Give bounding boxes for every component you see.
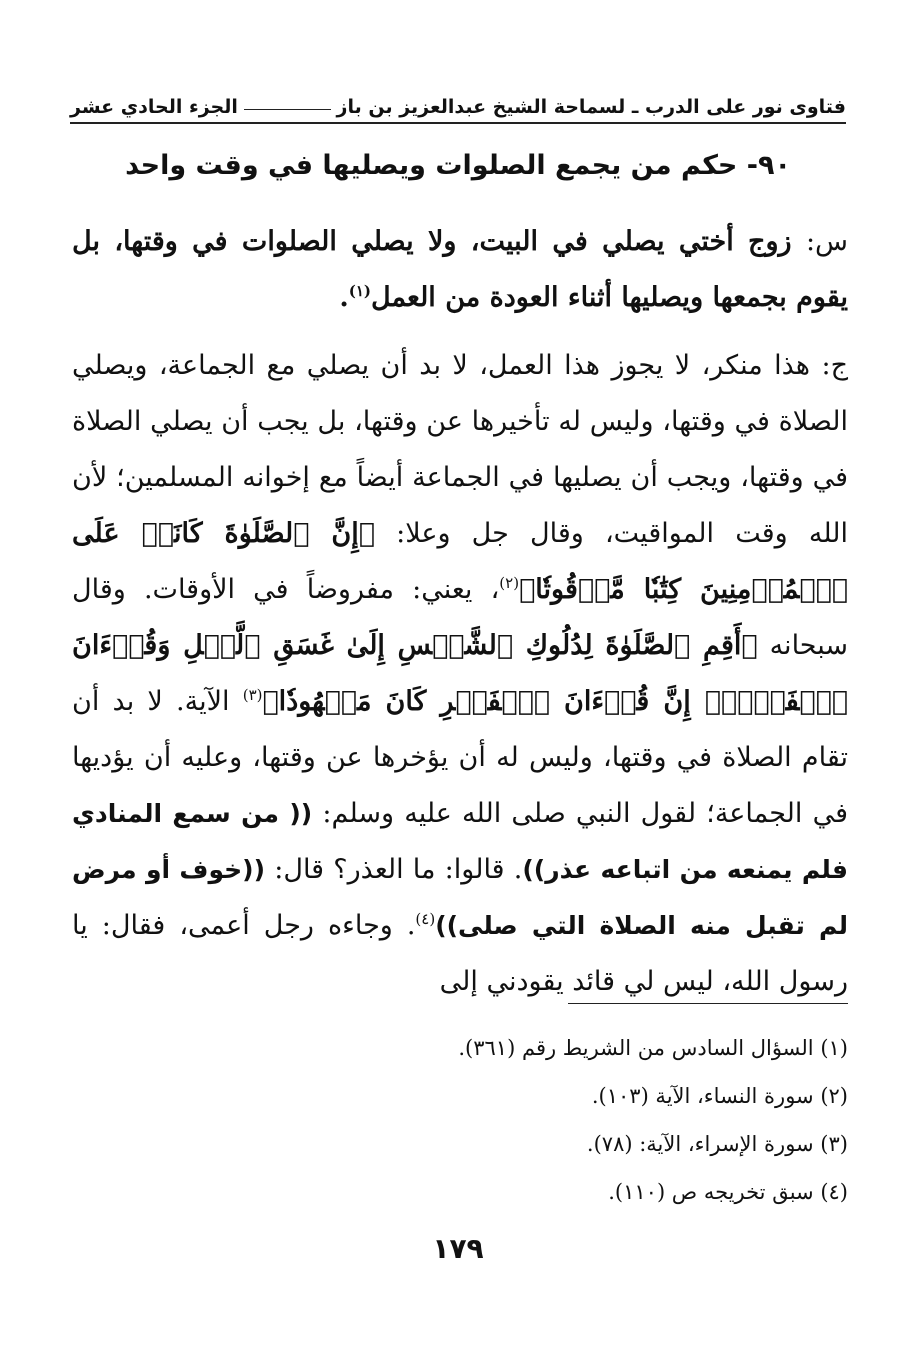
question-paragraph [72, 214, 848, 326]
question-label: س: [805, 226, 848, 257]
hadith-quote-2: ((خوف أو مرض لم تقبل منه الصلاة التي صلى)) [72, 855, 849, 940]
answer-text-4: . قالوا: ما العذر؟ قال: [274, 854, 523, 885]
fatwa-body [72, 214, 848, 1022]
footnote-2: (٢) سورة النساء، الآية (١٠٣). [591, 1084, 848, 1108]
page-number: ١٧٩ [432, 1232, 484, 1265]
answer-label: ج: [821, 350, 848, 381]
footnote-1: (١) السؤال السادس من الشريط رقم (٣٦١). [458, 1036, 848, 1060]
answer-text-3: الآية. لا بد أن تقام الصلاة في وقتها، وليس له أن يؤخرها عن وقتها، وعليه أن يؤديها في الجماعة؛ لقول النبي صلى الله عليه وسلم: [72, 686, 848, 829]
footnotes [70, 1024, 848, 1216]
fatwa-title: ٩٠- حكم من يجمع الصلوات ويصليها في وقت واحد [125, 150, 791, 181]
hadith-quote-1: (( من سمع المنادي فلم يمنعه من اتباعه عذر)) [72, 799, 849, 884]
header-volume: الجزء الحادي عشر [70, 96, 238, 118]
header-separator [244, 109, 331, 110]
answer-text-2: ، يعني: مفروضاً في الأوقات. وقال سبحانه [72, 574, 848, 661]
quran-verse-1: ﴿إِنَّ ٱلصَّلَوٰةَ كَانَتۡ عَلَى ٱلۡمُؤۡمِنِينَ كِتَٰبٗا مَّوۡقُوتٗا﴾ [72, 518, 848, 605]
footnote-ref-1: (١) [348, 282, 371, 300]
footnote-ref-2: (٢) [499, 574, 520, 592]
answer-paragraph [72, 338, 848, 1010]
footnote-ref-4: (٤) [415, 910, 436, 928]
quran-verse-2: ﴿أَقِمِ ٱلصَّلَوٰةَ لِدُلُوكِ ٱلشَّمۡسِ إِلَىٰ غَسَقِ ٱلَّيۡلِ وَقُرۡءَانَ ٱلۡفَجۡرِۖ إِنَّ قُرۡءَانَ ٱلۡفَجۡرِ كَانَ مَشۡهُودٗا﴾ [72, 630, 848, 717]
running-header [70, 78, 846, 124]
footnote-ref-3: (٣) [242, 686, 263, 704]
answer-text-5: . وجاءه رجل أعمى، فقال: يا رسول الله، ليس لي قائد يقودني إلى [72, 910, 848, 997]
answer-text-1: هذا منكر، لا يجوز هذا العمل، لا بد أن يصلي مع الجماعة، ويصلي الصلاة في وقتها، وليس له تأخيرها عن وقتها، بل يجب أن يصلي الصلاة في وقتها، ويجب أن يصليها في الجماعة أيضاً مع إخوانه المسلمين؛ لأن الله وقت المواقيت، وقال جل وعلا: [72, 350, 848, 549]
question-end: . [339, 282, 349, 313]
question-text: زوج أختي يصلي في البيت، ولا يصلي الصلوات في وقتها، بل يقوم بجمعها ويصليها أثناء العودة من العمل [72, 226, 848, 313]
footnote-3: (٣) سورة الإسراء، الآية: (٧٨). [586, 1132, 848, 1156]
header-book-title: فتاوى نور على الدرب ـ لسماحة الشيخ عبدالعزيز بن باز [336, 96, 846, 118]
footnote-4: (٤) سبق تخريجه ص (١١٠). [608, 1180, 848, 1204]
footnote-divider [568, 1003, 848, 1004]
